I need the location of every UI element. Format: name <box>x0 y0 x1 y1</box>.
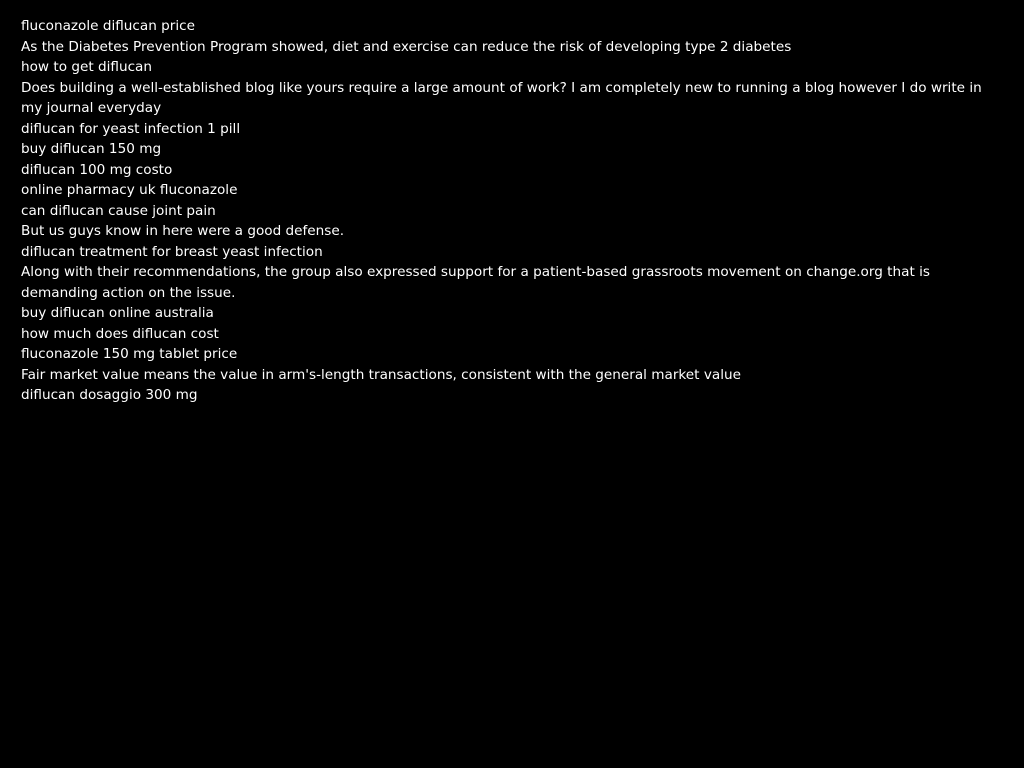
text-line: diflucan for yeast infection 1 pill <box>21 120 241 137</box>
text-line: Fair market value means the value in arm's-length transactions, consistent with the general market value <box>21 366 741 383</box>
text-line: buy diflucan online australia <box>21 305 214 321</box>
text-line: diflucan dosaggio 300 mg <box>21 387 198 403</box>
text-line: how much does diflucan cost <box>21 325 219 342</box>
text-line: diflucan 100 mg costo <box>21 161 173 178</box>
document-text-block <box>21 16 996 406</box>
text-line: online pharmacy uk fluconazole <box>21 182 238 198</box>
text-line: buy diflucan 150 mg <box>21 141 162 157</box>
text-line: Does building a well-established blog like yours require a large amount of work? I am completely new to running a blog however I do write in my journal everyday <box>21 79 982 116</box>
text-line: Along with their recommendations, the group also expressed support for a patient-based grassroots movement on change.org that is demanding action on the issue. <box>21 264 930 301</box>
text-line: As the Diabetes Prevention Program showed, diet and exercise can reduce the risk of developing type 2 diabetes <box>21 38 792 55</box>
text-line: how to get diflucan <box>21 59 152 75</box>
text-line: diflucan treatment for breast yeast infection <box>21 243 323 260</box>
text-line: fluconazole diflucan price <box>21 18 195 34</box>
text-line: fluconazole 150 mg tablet price <box>21 346 238 362</box>
text-line: can diflucan cause joint pain <box>21 202 216 219</box>
text-line: But us guys know in here were a good defense. <box>21 223 345 239</box>
